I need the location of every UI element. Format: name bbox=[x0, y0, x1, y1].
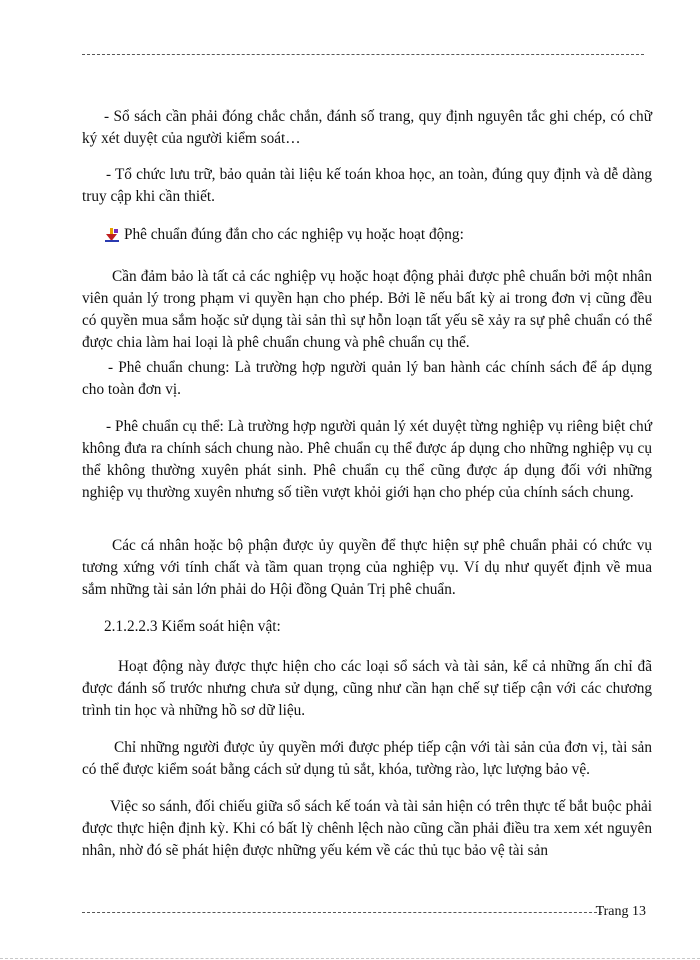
page-footer bbox=[82, 902, 652, 922]
heading-text: Phê chuẩn đúng đắn cho các nghiệp vụ hoặc hoạt động: bbox=[124, 226, 464, 243]
paragraph-periodic-reconciliation: Việc so sánh, đối chiếu giữa sổ sách kế toán và tài sản hiện có trên thực tế bắt buộc phải được thực hiện định kỳ. Khi có bất lỳ chênh lệch nào cũng cần phải điều tra xem xét nguyên nhân, nhờ đó sẽ phát hiện được những yếu kém về các thủ tục bảo vệ tài sản bbox=[82, 798, 652, 859]
header-dashed-rule bbox=[82, 54, 644, 55]
paragraph-authorized-access: Chỉ những người được ủy quyền mới được phép tiếp cận với tài sản của đơn vị, tài sản có thể được kiểm soát bằng cách sử dụng tủ sắt, khóa, tường rào, lực lượng bảo vệ. bbox=[82, 739, 652, 778]
section-heading-approval bbox=[104, 224, 464, 246]
paragraph-specific-approval: - Phê chuẩn cụ thể: Là trường hợp người quản lý xét duyệt từng nghiệp vụ riêng biệt chứ không đưa ra chính sách chung nào. Phê chuẩn cụ thể được áp dụng cho những nghiệp vụ cụ thể không thường xuyên phát sinh. Phê chuẩn cụ thể cũng được áp dụng đối với những nghiệp vụ thường xuyên nhưng số tiền vượt khỏi giới hạn cho phép của chính sách chung. bbox=[82, 418, 652, 501]
page-bottom-rule bbox=[0, 958, 700, 959]
footer-dashed-rule bbox=[82, 912, 602, 913]
paragraph-approval-required: Cần đảm bảo là tất cả các nghiệp vụ hoặc hoạt động phải được phê chuẩn bởi một nhân viên quản lý trong phạm vi quyền hạn cho phép. Bởi lẽ nếu bất kỳ ai trong đơn vị cũng đều có quyền mua sắm hoặc sử dụng tài sản thì sự hỗn loạn tất yếu sẽ xảy ra sự phê chuẩn có thể được chia làm hai loại là phê chuẩn chung và phê chuẩn cụ thể. bbox=[82, 268, 652, 351]
paragraph-ledger-binding: - Sổ sách cần phải đóng chắc chắn, đánh số trang, quy định nguyên tắc ghi chép, có chữ ký xét duyệt của người kiểm soát… bbox=[82, 108, 652, 147]
paragraph-general-approval: - Phê chuẩn chung: Là trường hợp người quản lý ban hành các chính sách để áp dụng cho toàn đơn vị. bbox=[82, 359, 652, 398]
paragraph-physical-control: Hoạt động này được thực hiện cho các loại sổ sách và tài sản, kể cả những ấn chỉ đã được đánh số trước nhưng chưa sử dụng, cũng như cần hạn chế sự tiếp cận với các chương trình tin học và những hồ sơ dữ liệu. bbox=[82, 658, 652, 719]
paragraph-authorized-persons: Các cá nhân hoặc bộ phận được ủy quyền để thực hiện sự phê chuẩn phải có chức vụ tương xứng với tính chất và tầm quan trọng của nghiệp vụ. Ví dụ như quyết định về mua sắm những tài sản lớn phải do Hội đồng Quản Trị phê chuẩn. bbox=[82, 537, 652, 598]
paragraph-document-storage: - Tổ chức lưu trữ, bảo quản tài liệu kế toán khoa học, an toàn, đúng quy định và dễ dàng truy cập khi cần thiết. bbox=[82, 166, 652, 205]
colored-arrow-bullet-icon bbox=[104, 227, 120, 243]
subsection-heading: 2.1.2.2.3 Kiểm soát hiện vật: bbox=[104, 618, 281, 635]
page-number: Trang 13 bbox=[595, 904, 646, 919]
